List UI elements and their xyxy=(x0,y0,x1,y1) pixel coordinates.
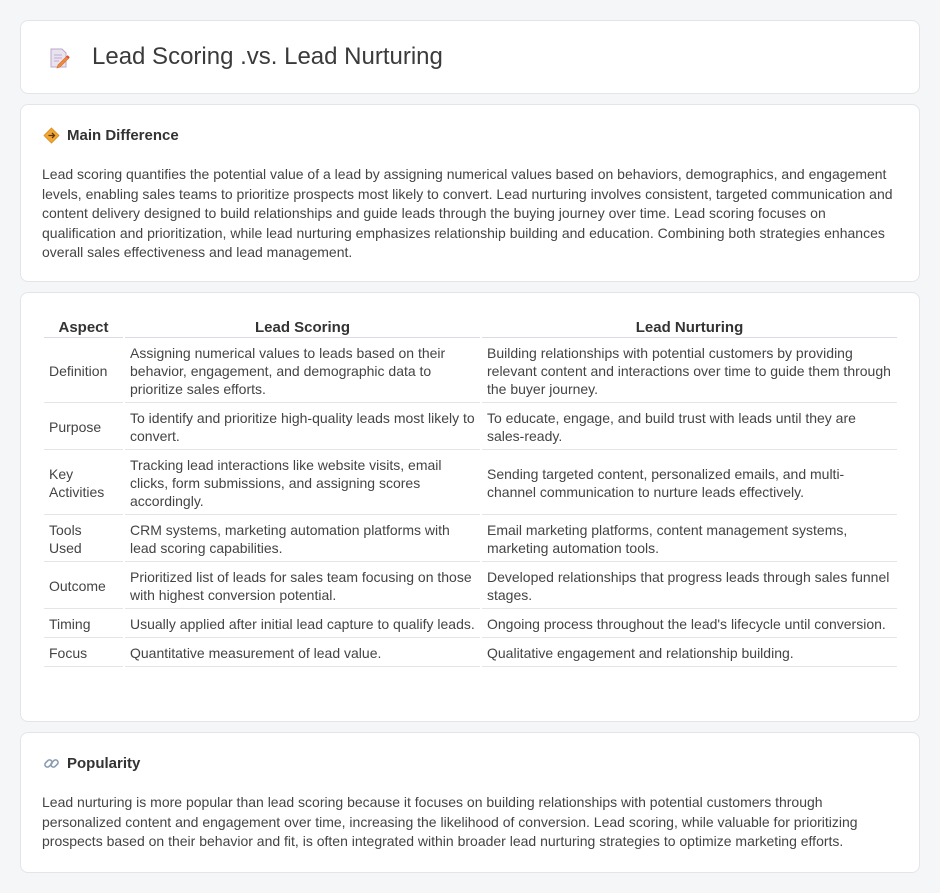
table-row xyxy=(44,340,897,403)
main-difference-section xyxy=(20,104,920,282)
row-nurturing: Building relationships with potential customers by providing relevant content and interactions over time to guide them through the buyer journey. xyxy=(482,340,897,403)
header-aspect: Aspect xyxy=(44,317,123,338)
header-lead-nurturing: Lead Nurturing xyxy=(482,317,897,338)
comparison-section xyxy=(20,292,920,722)
diamond-icon xyxy=(43,127,60,144)
row-scoring: Tracking lead interactions like website visits, email clicks, form submissions, and assigning scores accordingly. xyxy=(125,452,480,515)
document-edit-icon xyxy=(48,47,70,69)
row-aspect: Outcome xyxy=(44,564,123,609)
table-row xyxy=(44,564,897,609)
row-aspect: Focus xyxy=(44,640,123,667)
row-aspect: Timing xyxy=(44,611,123,638)
row-nurturing: Ongoing process throughout the lead's lifecycle until conversion. xyxy=(482,611,897,638)
row-scoring: CRM systems, marketing automation platforms with lead scoring capabilities. xyxy=(125,517,480,562)
main-difference-text: Lead scoring quantifies the potential value of a lead by assigning numerical values based on behaviors, demographics, and engagement levels, enabling sales teams to prioritize prospects most likely to convert. Lead nurturing involves consistent, targeted communication and content delivery designed to build relationships and guide leads through the buying journey over time. Lead scoring focuses on qualification and prioritization, while lead nurturing emphasizes relationship building and education. Combining both strategies enhances overall sales effectiveness and lead management. xyxy=(42,166,893,261)
table-row xyxy=(44,405,897,450)
row-nurturing: Qualitative engagement and relationship building. xyxy=(482,640,897,667)
row-scoring: Quantitative measurement of lead value. xyxy=(125,640,480,667)
row-scoring: Prioritized list of leads for sales team focusing on those with highest conversion potential. xyxy=(125,564,480,609)
popularity-text: Lead nurturing is more popular than lead scoring because it focuses on building relationships with potential customers through personalized content and engagement over time, increasing the likelihood of conversion. Lead scoring, while valuable for prioritizing prospects based on their behavior and fit, is often integrated within broader lead nurturing strategies to optimize marketing efforts. xyxy=(42,794,858,850)
main-difference-heading: Main Difference xyxy=(67,127,179,144)
popularity-heading: Popularity xyxy=(67,755,141,772)
row-scoring: Usually applied after initial lead capture to qualify leads. xyxy=(125,611,480,638)
main-difference-header xyxy=(43,127,179,144)
row-scoring: Assigning numerical values to leads based on their behavior, engagement, and demographic data to prioritize sales efforts. xyxy=(125,340,480,403)
table-header-row xyxy=(44,317,897,338)
row-aspect: Purpose xyxy=(44,405,123,450)
row-nurturing: Email marketing platforms, content management systems, marketing automation tools. xyxy=(482,517,897,562)
table-row xyxy=(44,640,897,667)
row-nurturing: To educate, engage, and build trust with leads until they are sales-ready. xyxy=(482,405,897,450)
popularity-header xyxy=(43,755,140,772)
row-aspect: Key Activities xyxy=(44,452,123,515)
table-row xyxy=(44,611,897,638)
row-nurturing: Developed relationships that progress leads through sales funnel stages. xyxy=(482,564,897,609)
row-scoring: To identify and prioritize high-quality leads most likely to convert. xyxy=(125,405,480,450)
table-row xyxy=(44,517,897,562)
popularity-section xyxy=(20,732,920,873)
comparison-table xyxy=(42,315,899,669)
title-card xyxy=(20,20,920,94)
page-title: Lead Scoring .vs. Lead Nurturing xyxy=(92,43,443,70)
header-lead-scoring: Lead Scoring xyxy=(125,317,480,338)
row-aspect: Definition xyxy=(44,340,123,403)
row-nurturing: Sending targeted content, personalized emails, and multi-channel communication to nurture leads effectively. xyxy=(482,452,897,515)
table-row xyxy=(44,452,897,515)
link-icon xyxy=(43,755,60,772)
row-aspect: Tools Used xyxy=(44,517,123,562)
